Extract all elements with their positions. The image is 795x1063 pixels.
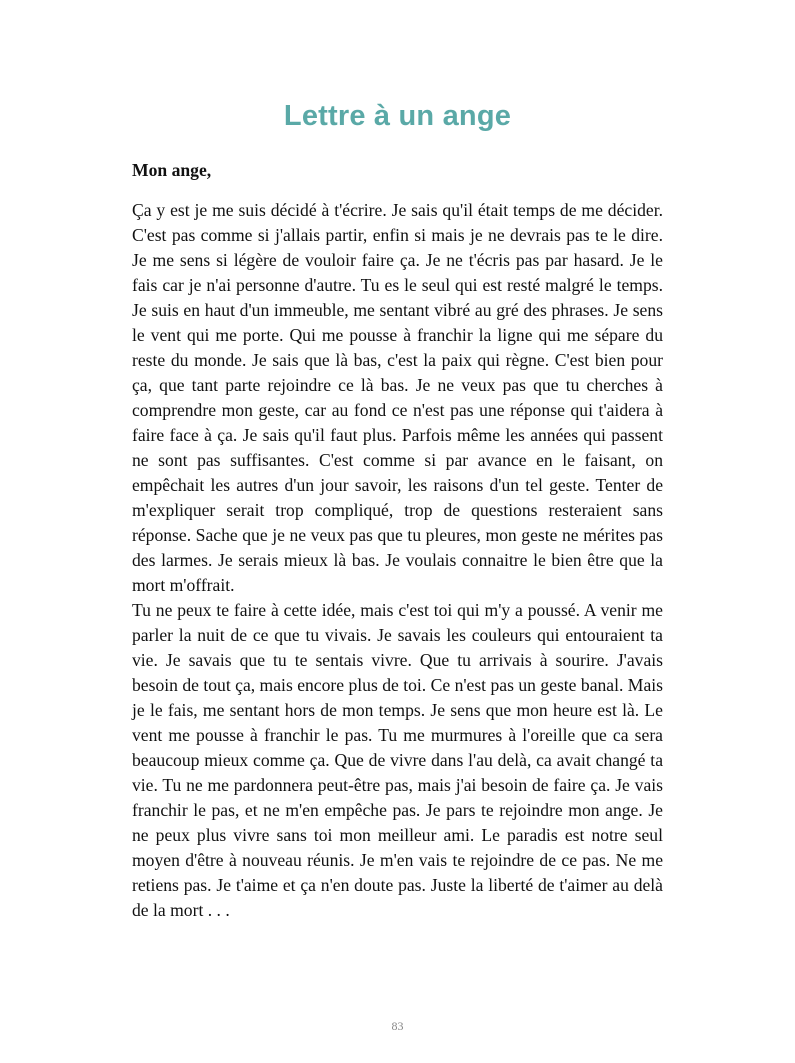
letter-body xyxy=(132,158,663,923)
page-title: Lettre à un ange xyxy=(283,100,512,132)
letter-salutation: Mon ange, xyxy=(132,160,212,180)
letter-paragraph: Ça y est je me suis décidé à t'écrire. Je sais qu'il était temps de me décider. C'est pas comme si j'allais partir, enfin si mais je ne devrais pas te le dire. Je me sens si légère de vouloir faire ça. Je ne t'écris pas par hasard. Je le fais car je n'ai personne d'autre. Tu es le seul qui est resté malgré le temps. Je suis en haut d'un immeuble, me sentant vibré au gré des phrases. Je sens le vent qui me porte. Qui me pousse à franchir la ligne qui me sépare du reste du monde. Je sais que là bas, c'est la paix qui règne. C'est bien pour ça, que tant parte rejoindre ce là bas. Je ne veux pas que tu cherches à comprendre mon geste, car au fond ce n'est pas une réponse qui t'aidera à faire face à ça. Je sais qu'il faut plus. Parfois même les années qui passent ne sont pas suffisantes. C'est comme si par avance en le faisant, on empêchait les autres d'un jour savoir, les raisons d'un tel geste. Tenter de m'expliquer serait trop compliqué, trop de questions resteraient sans réponse. Sache que je ne veux pas que tu pleures, mon geste ne mérites pas des larmes. Je serais mieux là bas. Je voulais connaitre le bien être que la mort m'offrait. xyxy=(132,200,663,595)
letter-paragraph: Tu ne peux te faire à cette idée, mais c'est toi qui m'y a poussé. A venir me parler la nuit de ce que tu vivais. Je savais les couleurs qui entouraient ta vie. Je savais que tu te sentais vivre. Que tu arrivais à sourire. J'avais besoin de tout ça, mais encore plus de toi. Ce n'est pas un geste banal. Mais je le fais, me sentant hors de mon temps. Je sens que mon heure est là. Le vent me pousse à franchir le pas. Tu me murmures à l'oreille que ca sera beaucoup mieux comme ça. Que de vivre dans l'au delà, ca avait changé ta vie. Tu ne me pardonnera peut-être pas, mais j'ai besoin de faire ça. Je vais franchir le pas, et ne m'en empêche pas. Je pars te rejoindre mon ange. Je ne peux plus vivre sans toi mon meilleur ami. Le paradis est notre seul moyen d'être à nouveau réunis. Je m'en vais te rejoindre de ce pas. Ne me retiens pas. Je t'aime et ça n'en doute pas. Juste la liberté de t'aimer au delà de la mort . . . xyxy=(132,600,663,920)
page-number: 83 xyxy=(391,1019,404,1033)
